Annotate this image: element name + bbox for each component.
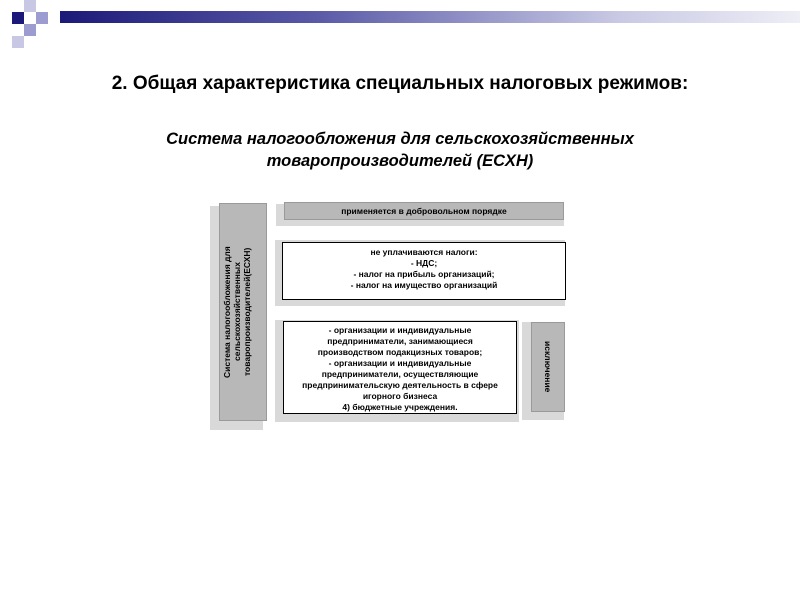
exceptions-box [283,321,517,414]
voluntary-box [284,202,564,220]
exceptions-box-line: производством подакцизных товаров; [317,347,483,357]
left-label-line: сельскохозяйственных [232,262,242,362]
exception-label-box [531,322,565,412]
decorative-square [24,24,36,36]
decorative-square [12,36,24,48]
taxes-box-line: не уплачиваются налоги: [370,247,478,257]
left-label-line: Система налогообложения для [222,246,232,378]
exceptions-box-line: предприниматели, осуществляющие [321,369,479,379]
exceptions-box-line: - организации и индивидуальные [328,325,472,335]
exceptions-box-line: - организации и индивидуальные [328,358,472,368]
exceptions-box-line: предприниматели, занимающиеся [327,336,473,346]
subtitle-line: Система налогообложения для сельскохозяйственных [166,130,634,148]
decorative-square [36,12,48,24]
subtitle-line: товаропроизводителей (ЕСХН) [266,152,534,170]
taxes-box [282,242,566,300]
decorative-square [12,12,24,24]
left-label-line: товаропроизводителей(ЕСХН) [242,247,252,377]
decorative-square [24,0,36,12]
exceptions-box-line: игорного бизнеса [362,391,438,401]
voluntary-box-text: применяется в добровольном порядке [341,206,507,216]
header-gradient-bar [60,11,800,23]
taxes-box-line: - налог на прибыль организаций; [353,269,495,279]
left-block-label [222,208,262,416]
exceptions-box-line: 4) бюджетные учреждения. [342,402,458,412]
taxes-box-line: - налог на имущество организаций [350,280,498,290]
exception-label: исключение [543,341,553,393]
left-block [219,203,267,421]
taxes-box-line: - НДС; [410,258,438,268]
page-subtitle [0,128,800,172]
exceptions-box-line: предпринимательскую деятельность в сфере [302,380,498,390]
page-title: 2. Общая характеристика специальных налоговых режимов: [111,73,689,94]
